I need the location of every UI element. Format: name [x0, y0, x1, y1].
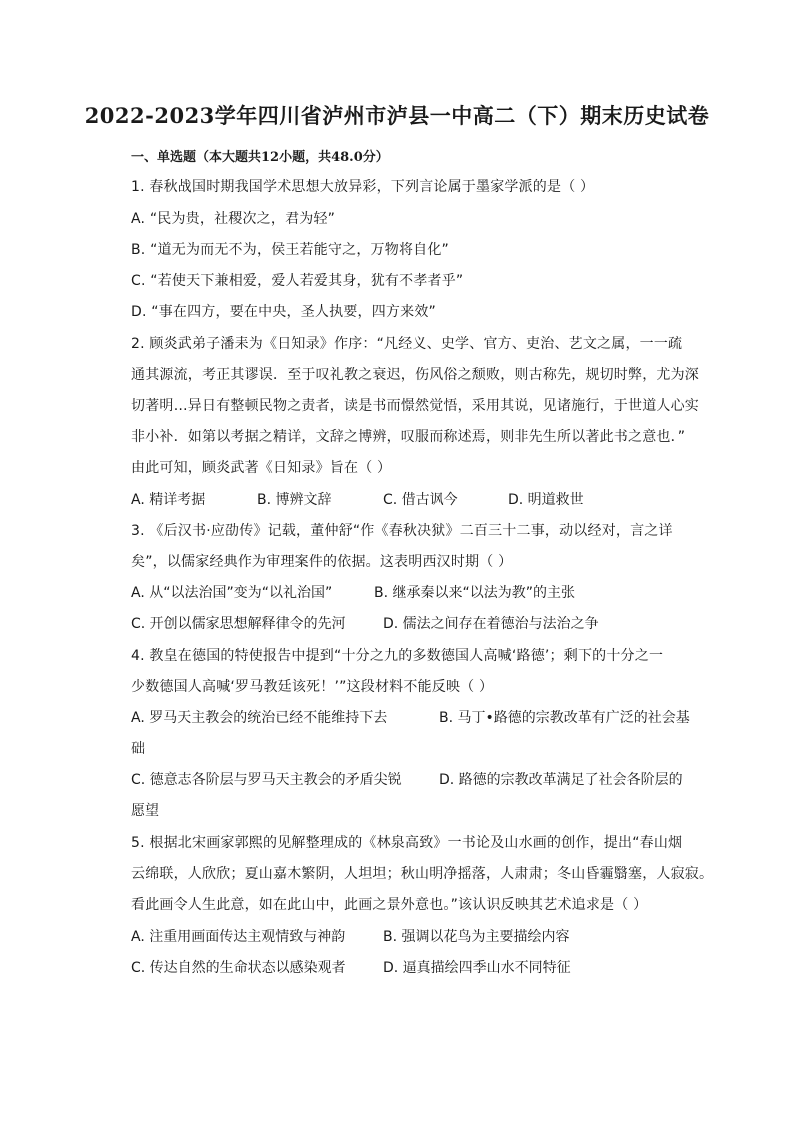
q5-option-c: C. 传达自然的生命状态以感染观者 — [131, 960, 346, 976]
q2-stem-line3: 切著明…异日有整顿民物之责者，读是书而憬然觉悟，采用其说，见诸施行，于世道人心实 — [131, 398, 699, 414]
q2-option-d: D. 明道救世 — [508, 492, 584, 508]
q4-option-c: C. 德意志各阶层与罗马天主教会的矛盾尖锐 — [131, 772, 402, 788]
q5-stem-line1: 5. 根据北宋画家郭熙的见解整理成的《林泉高致》一书论及山水画的创作，提出“春山烟 — [131, 835, 683, 851]
q2-option-a: A. 精详考据 — [131, 492, 206, 508]
q3-option-d: D. 儒法之间存在着德治与法治之争 — [383, 616, 599, 632]
q1-stem: 1. 春秋战国时期我国学术思想大放异彩，下列言论属于墨家学派的是（ ） — [131, 179, 595, 195]
q5-option-b: B. 强调以花鸟为主要描绘内容 — [383, 929, 570, 945]
q4-option-a: A. 罗马天主教会的统治已经不能维持下去 — [131, 710, 388, 726]
q3-option-b: B. 继承秦以来“以法为教”的主张 — [374, 585, 576, 601]
q2-stem-line1: 2. 顾炎武弟子潘耒为《日知录》作序：“凡经义、史学、官方、吏治、艺文之属，一一疏 — [131, 336, 683, 352]
q2-stem-line2: 通其源流，考正其谬误．至于叹礼教之衰迟，伤风俗之颓败，则古称先，规切时弊，尤为深 — [131, 367, 699, 383]
q1-option-a: A. “民为贵，社稷次之，君为轻” — [131, 211, 336, 227]
q5-stem-line2: 云绵联，人欣欣；夏山嘉木繁阴，人坦坦；秋山明净摇落，人肃肃；冬山昏霾翳塞，人寂寂。 — [131, 866, 714, 882]
q5-option-a: A. 注重用画面传达主观情致与神韵 — [131, 929, 346, 945]
q2-option-b: B. 博辨文辞 — [257, 492, 332, 508]
q3-stem-line1: 3. 《后汉书·应劭传》记载，董仲舒“作《春秋决狱》二百三十二事，动以经对，言之详 — [131, 523, 673, 539]
q5-option-d: D. 逼真描绘四季山水不同特征 — [383, 960, 571, 976]
q3-option-a: A. 从“以法治国”变为“以礼治国” — [131, 585, 333, 601]
q3-stem-line2: 矣”，以儒家经典作为审理案件的依据。这表明西汉时期（ ） — [131, 554, 513, 570]
section-heading: 一、单选题（本大题共12小题，共48.0分） — [131, 150, 389, 165]
q4-option-b-cont: 础 — [131, 741, 145, 757]
q1-option-d: D. “事在四方，要在中央，圣人执要，四方来效” — [131, 304, 436, 320]
q4-stem-line1: 4. 教皇在德国的特使报告中提到“十分之九的多数德国人高喊‘路德’；剩下的十分之一 — [131, 648, 664, 664]
q4-stem-line2: 少数德国人高喊‘罗马教廷该死！’”这段材料不能反映（ ） — [131, 679, 494, 695]
q2-option-c: C. 借古讽今 — [383, 492, 458, 508]
q4-option-b: B. 马丁•路德的宗教改革有广泛的社会基 — [439, 710, 690, 726]
q4-option-d: D. 路德的宗教改革满足了社会各阶层的 — [439, 772, 683, 788]
q2-stem-line5: 由此可知，顾炎武著《日知录》旨在（ ） — [131, 460, 392, 476]
q5-stem-line3: 看此画令人生此意，如在此山中，此画之景外意也。”该认识反映其艺术追求是（ ） — [131, 897, 648, 913]
q3-option-c: C. 开创以儒家思想解释律令的先河 — [131, 616, 346, 632]
q1-option-b: B. “道无为而无不为，侯王若能守之，万物将自化” — [131, 242, 450, 258]
q2-stem-line4: 非小补．如第以考据之精详，文辞之博辨，叹服而称述焉，则非先生所以著此书之意也．” — [131, 429, 686, 445]
q4-option-d-cont: 愿望 — [131, 803, 159, 819]
exam-title: 2022-2023学年四川省泸州市泸县一中高二（下）期末历史试卷 — [84, 103, 710, 128]
q1-option-c: C. “若使天下兼相爱，爱人若爱其身，犹有不孝者乎” — [131, 273, 464, 289]
